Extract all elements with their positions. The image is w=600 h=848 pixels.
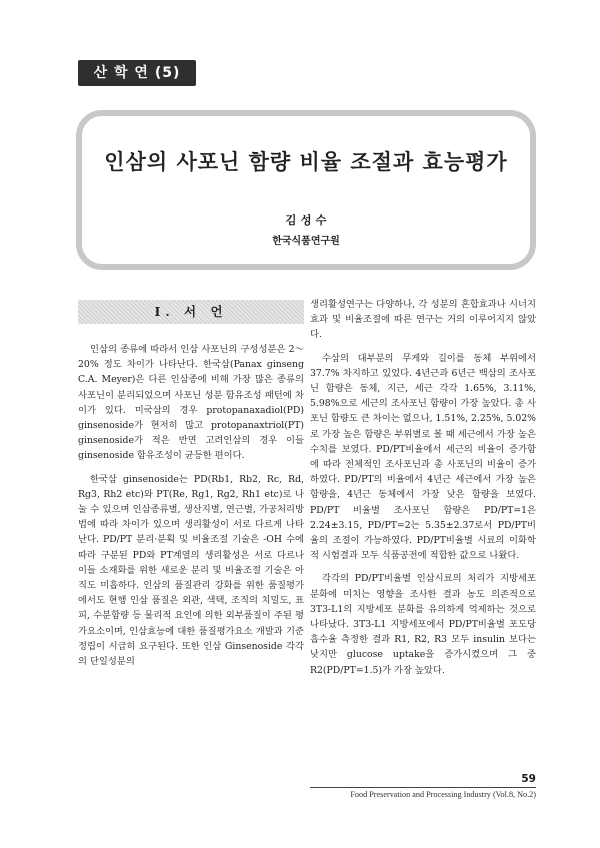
paragraph: 생리활성연구는 다양하나, 각 성분의 혼합효과나 시너지효과 및 비율조절에 따른 연구는 거의 이루어지지 않았다. — [310, 299, 536, 341]
paragraph: 한국삼 ginsenoside는 PD(Rb1, Rb2, Rc, Rd, Rg3, Rh2 etc)와 PT(Re, Rg1, Rg2, Rh1 etc)로 나눌 수 있으며 인삼종류별, 생산지별, 연근별, 가공처리방법에 따라 차이가 있으며 생리활성이 서로 다르게 나타난다. PD/PT 분리·분획 및 비율조절 기술은 -OH 수에 따라 구분된 PD와 PT계열의 생리활성은 서로 다르나 이들 소재화를 위한 새로운 분리 및 비율조절 기술은 아직도 미흡하다. 인삼의 품질관리 강화를 위한 품질평가에서도 현행 인삼 품질은 외관, 색택, 조직의 치밀도, 표피, 수분함량 등 물리적 요인에 의한 외부품질이 주된 평가요소이며, 인삼효능에 대한 품질평가요소 개발과 기준 정립이 시급히 요구된다. 또한 인삼 Ginsenoside 각각의 단일성분의 — [78, 473, 304, 668]
author-name: 김 성 수 — [285, 213, 327, 227]
body-column-right — [310, 297, 536, 678]
page-number: 59 — [521, 773, 536, 785]
author-affiliation: 한국식품연구원 — [272, 236, 340, 247]
paragraph: 인삼의 종류에 따라서 인삼 사포닌의 구성성분은 2～20% 정도 차이가 나타난다. 한국삼(Panax ginseng C.A. Meyer)은 다른 인삼종에 비해 가장 많은 종류의 사포닌이 분리되었으며 사포닌 성분 함유조성 패턴에 차이가 있다. 미국삼의 경우 protopanaxadiol(PD) ginsenoside가 현저히 많고 protopanaxtriol(PT) ginsenoside가 적은 반면 고려인삼의 경우 이들 ginsenoside 함유조성이 균등한 편이다. — [78, 344, 304, 462]
section-heading-introduction: Ⅰ. 서 언 — [78, 300, 304, 324]
article-title: 인삼의 사포닌 함량 비율 조절과 효능평가 — [104, 150, 508, 174]
paragraph: 각각의 PD/PT비율별 인삼시료의 처리가 지방세포 분화에 미치는 영향을 조사한 결과 농도 의존적으로 3T3-L1의 지방세포 분화를 유의하게 억제하는 것으로 나타났다. 3T3-L1 지방세포에서 PD/PT비율별 포도당 흡수율 측정한 결과 R1, R2, R3 모두 insulin 보다는 낮지만 glucose uptake을 증가시켰으며 그 중 R2(PD/PT=1.5)가 가장 높았다. — [310, 573, 536, 676]
footer-rule — [310, 787, 536, 788]
paragraph: 수삼의 대부분의 무게와 길이를 동체 부위에서 37.7% 차지하고 있었다. 4년근과 6년근 백삼의 조사포닌 함량은 동체, 지근, 세근 각각 1.65%, 3.11%, 5.98%으로 세근의 조사포닌 함량이 가장 높았다. 총 사포닌 함량도 큰 차이는 없으나, 1.51%, 2.25%, 5.02%로 가장 높은 함량은 부위별로 볼 때 세근에서 가장 높은 수치를 보였다. PD/PT비율에서 세근의 비율이 증가함에 따라 전체적인 조사포닌과 총 사포닌의 비율이 증가하였다. PD/PT의 비율에서 4년근 세근에서 가장 높은 함량을, 4년근 동체에서 가장 낮은 함량을 보였다. PD/PT 비율별 조사포닌 함량은 PD/PT=1은 2.24±3.15, PD/PT=2는 5.35±2.37로서 PD/PT비율의 조절이 가능하였다. PD/PT비율별 시료의 이화학적 시험결과 모두 식품공전에 적합한 값으로 나왔다. — [310, 352, 536, 562]
section-tag: 산 학 연 (5) — [78, 60, 196, 86]
body-column-left — [78, 342, 304, 669]
journal-citation: Food Preservation and Processing Industry (Vol.8, No.2) — [350, 790, 536, 799]
